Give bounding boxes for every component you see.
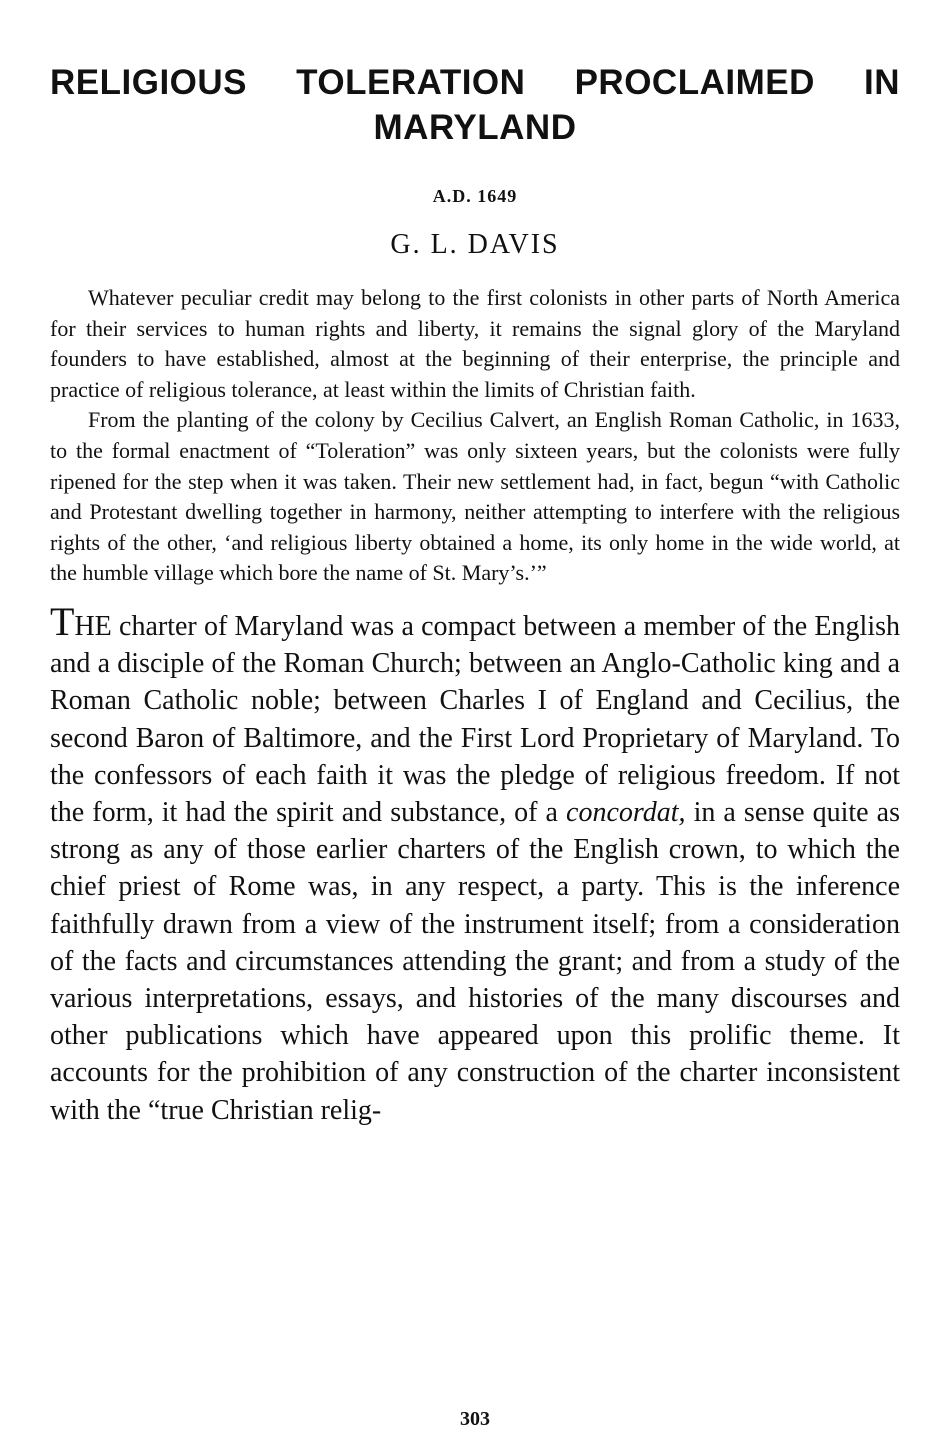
chapter-date: A.D. 1649: [432, 186, 518, 206]
body-italic-term: concordat,: [566, 796, 686, 828]
drop-cap: T: [50, 598, 75, 644]
body-text-end: in a sense quite as strong as any of those earlier charters of the English crown, to which the chief priest of Rome was, in any respect, a party. This is the inference faithfully drawn from a view of the instrument itself; from a consideration of the facts and circumstances attending the grant; and from a study of the various interpretations, essays, and histories of the many discourses and other publications which have appeared upon this prolific theme. It accounts for the prohibition of any construction of the charter inconsistent with the “true Christian relig-: [50, 796, 900, 1126]
main-text: [50, 598, 900, 1129]
page: [50, 60, 900, 1430]
body-paragraph: [50, 598, 900, 1129]
intro-section: [50, 283, 900, 589]
author-name: G. L. DAVIS: [390, 229, 560, 260]
body-text-start: HE charter of Maryland was a compact between a member of the English and a disciple of the Roman Church; between an Anglo-Catholic king and a Roman Catholic noble; between Charles I of England and Cecilius, the second Baron of Baltimore, and the First Lord Proprietary of Maryland. To the confessors of each faith it was the pledge of religious freedom. If not the form, it had the spirit and substance, of a: [50, 610, 900, 828]
chapter-title-line-2: MARYLAND: [373, 108, 577, 147]
intro-paragraph: From the planting of the colony by Cecilius Calvert, an English Roman Catholic, in 1633, to the formal enactment of “Toleration” was only sixteen years, but the colonists were fully ripened for the step when it was taken. Their new settlement had, in fact, begun “with Catholic and Protestant dwelling together in harmony, neither attempting to interfere with the religious rights of the other, ‘and religious liberty obtained a home, its only home in the wide world, at the humble village which bore the name of St. Mary’s.’”: [50, 407, 900, 586]
chapter-title: RELIGIOUS TOLERATION PROCLAIMED IN: [50, 63, 900, 102]
intro-paragraph: Whatever peculiar credit may belong to the first colonists in other parts of North America for their services to human rights and liberty, it remains the signal glory of the Maryland founders to have established, almost at the beginning of their enterprise, the principle and practice of religious tolerance, at least within the limits of Christian faith.: [50, 285, 900, 402]
page-number: 303: [460, 1408, 490, 1430]
